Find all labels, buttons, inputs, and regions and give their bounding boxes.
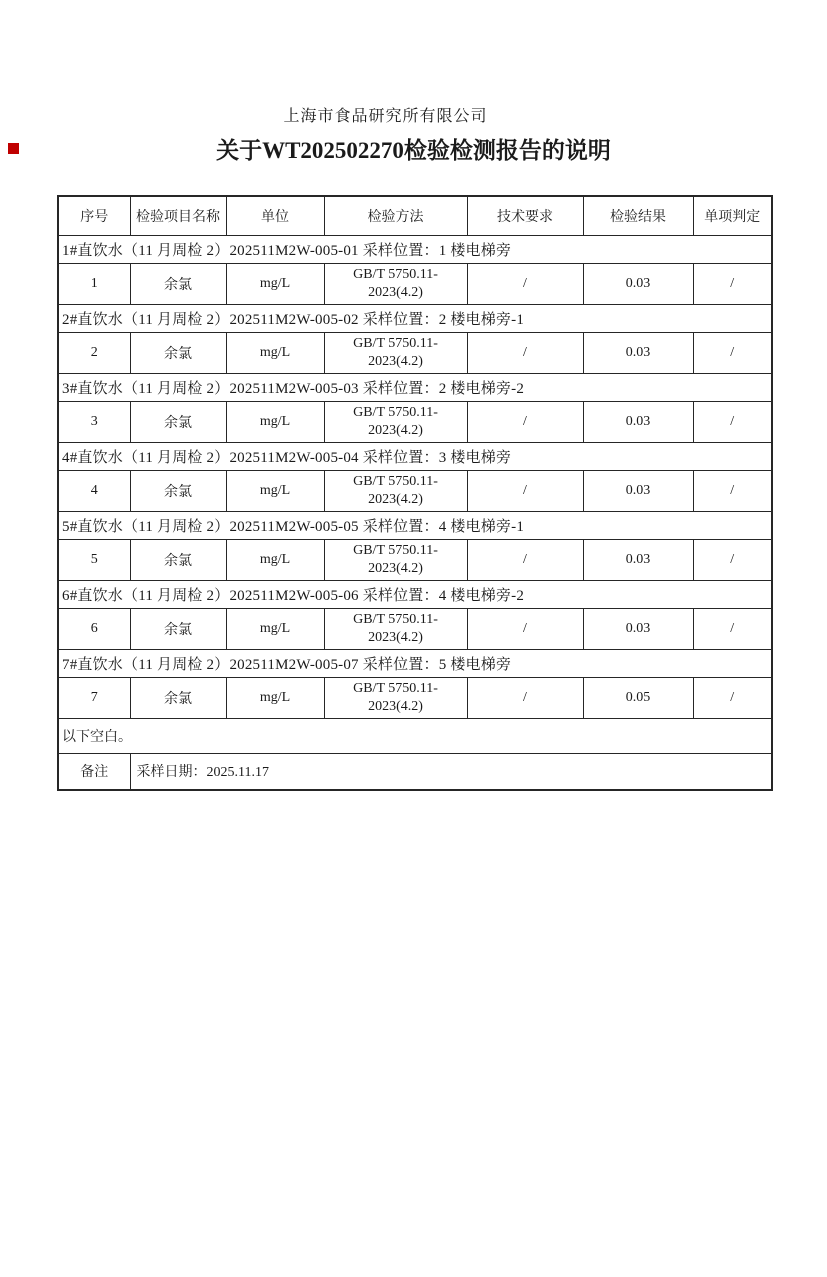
cell-serial: 3 (58, 401, 130, 442)
table-row (58, 677, 772, 718)
cell-requirement: / (467, 608, 583, 649)
cell-judgment: / (693, 332, 772, 373)
cell-unit: mg/L (226, 470, 324, 511)
sample-group-label: 6#直饮水（11 月周检 2）202511M2W-005-06 采样位置：4 楼电梯旁-2 (58, 580, 772, 608)
cell-serial: 1 (58, 263, 130, 304)
cell-requirement: / (467, 677, 583, 718)
table-row (58, 332, 772, 373)
cell-requirement: / (467, 263, 583, 304)
cell-result: 0.03 (583, 332, 693, 373)
table-row (58, 401, 772, 442)
document-page (0, 107, 827, 1277)
cell-result: 0.03 (583, 608, 693, 649)
table-row (58, 470, 772, 511)
blank-below-row (58, 718, 772, 753)
cell-unit: mg/L (226, 539, 324, 580)
remark-row (58, 753, 772, 790)
cell-requirement: / (467, 401, 583, 442)
cell-method: GB/T 5750.11-2023(4.2) (324, 263, 467, 304)
cell-judgment: / (693, 539, 772, 580)
cell-requirement: / (467, 470, 583, 511)
cell-method: GB/T 5750.11-2023(4.2) (324, 470, 467, 511)
red-square-marker (8, 143, 19, 154)
cell-serial: 4 (58, 470, 130, 511)
cell-method: GB/T 5750.11-2023(4.2) (324, 677, 467, 718)
cell-serial: 6 (58, 608, 130, 649)
cell-result: 0.03 (583, 539, 693, 580)
cell-unit: mg/L (226, 263, 324, 304)
cell-method: GB/T 5750.11-2023(4.2) (324, 401, 467, 442)
sample-group-label: 5#直饮水（11 月周检 2）202511M2W-005-05 采样位置：4 楼电梯旁-1 (58, 511, 772, 539)
cell-method: GB/T 5750.11-2023(4.2) (324, 539, 467, 580)
cell-judgment: / (693, 677, 772, 718)
cell-result: 0.03 (583, 470, 693, 511)
sample-group-row (58, 235, 772, 263)
cell-item: 余氯 (130, 539, 226, 580)
cell-unit: mg/L (226, 677, 324, 718)
cell-item: 余氯 (130, 470, 226, 511)
cell-judgment: / (693, 401, 772, 442)
cell-unit: mg/L (226, 401, 324, 442)
cell-unit: mg/L (226, 332, 324, 373)
sample-group-row (58, 580, 772, 608)
cell-requirement: / (467, 539, 583, 580)
table-row (58, 539, 772, 580)
sample-group-label: 2#直饮水（11 月周检 2）202511M2W-005-02 采样位置：2 楼电梯旁-1 (58, 304, 772, 332)
cell-judgment: / (693, 470, 772, 511)
cell-serial: 7 (58, 677, 130, 718)
cell-item: 余氯 (130, 332, 226, 373)
remark-value: 采样日期：2025.11.17 (130, 753, 772, 790)
col-header-method: 检验方法 (324, 196, 467, 235)
cell-method: GB/T 5750.11-2023(4.2) (324, 332, 467, 373)
blank-below-note: 以下空白。 (58, 718, 772, 753)
sample-group-row (58, 442, 772, 470)
cell-serial: 5 (58, 539, 130, 580)
page-title: 关于WT202502270检验检测报告的说明 (216, 138, 611, 163)
sample-group-row (58, 304, 772, 332)
cell-serial: 2 (58, 332, 130, 373)
cell-item: 余氯 (130, 401, 226, 442)
cell-method: GB/T 5750.11-2023(4.2) (324, 608, 467, 649)
col-header-result: 检验结果 (583, 196, 693, 235)
cell-judgment: / (693, 608, 772, 649)
cell-item: 余氯 (130, 677, 226, 718)
sample-group-row (58, 373, 772, 401)
table-row (58, 263, 772, 304)
table-row (58, 608, 772, 649)
col-header-requirement: 技术要求 (467, 196, 583, 235)
remark-label: 备注 (58, 753, 130, 790)
sample-group-label: 1#直饮水（11 月周检 2）202511M2W-005-01 采样位置：1 楼电梯旁 (58, 235, 772, 263)
company-name: 上海市食品研究所有限公司 (283, 108, 488, 125)
cell-item: 余氯 (130, 263, 226, 304)
cell-unit: mg/L (226, 608, 324, 649)
cell-requirement: / (467, 332, 583, 373)
table-header-row (58, 196, 772, 235)
col-header-unit: 单位 (226, 196, 324, 235)
sample-group-row (58, 649, 772, 677)
cell-judgment: / (693, 263, 772, 304)
cell-result: 0.03 (583, 401, 693, 442)
sample-group-label: 7#直饮水（11 月周检 2）202511M2W-005-07 采样位置：5 楼电梯旁 (58, 649, 772, 677)
inspection-report-table (57, 195, 773, 791)
col-header-serial: 序号 (58, 196, 130, 235)
sample-group-label: 4#直饮水（11 月周检 2）202511M2W-005-04 采样位置：3 楼电梯旁 (58, 442, 772, 470)
sample-group-row (58, 511, 772, 539)
col-header-judgment: 单项判定 (693, 196, 772, 235)
cell-item: 余氯 (130, 608, 226, 649)
cell-result: 0.03 (583, 263, 693, 304)
cell-result: 0.05 (583, 677, 693, 718)
col-header-item: 检验项目名称 (130, 196, 226, 235)
sample-group-label: 3#直饮水（11 月周检 2）202511M2W-005-03 采样位置：2 楼电梯旁-2 (58, 373, 772, 401)
